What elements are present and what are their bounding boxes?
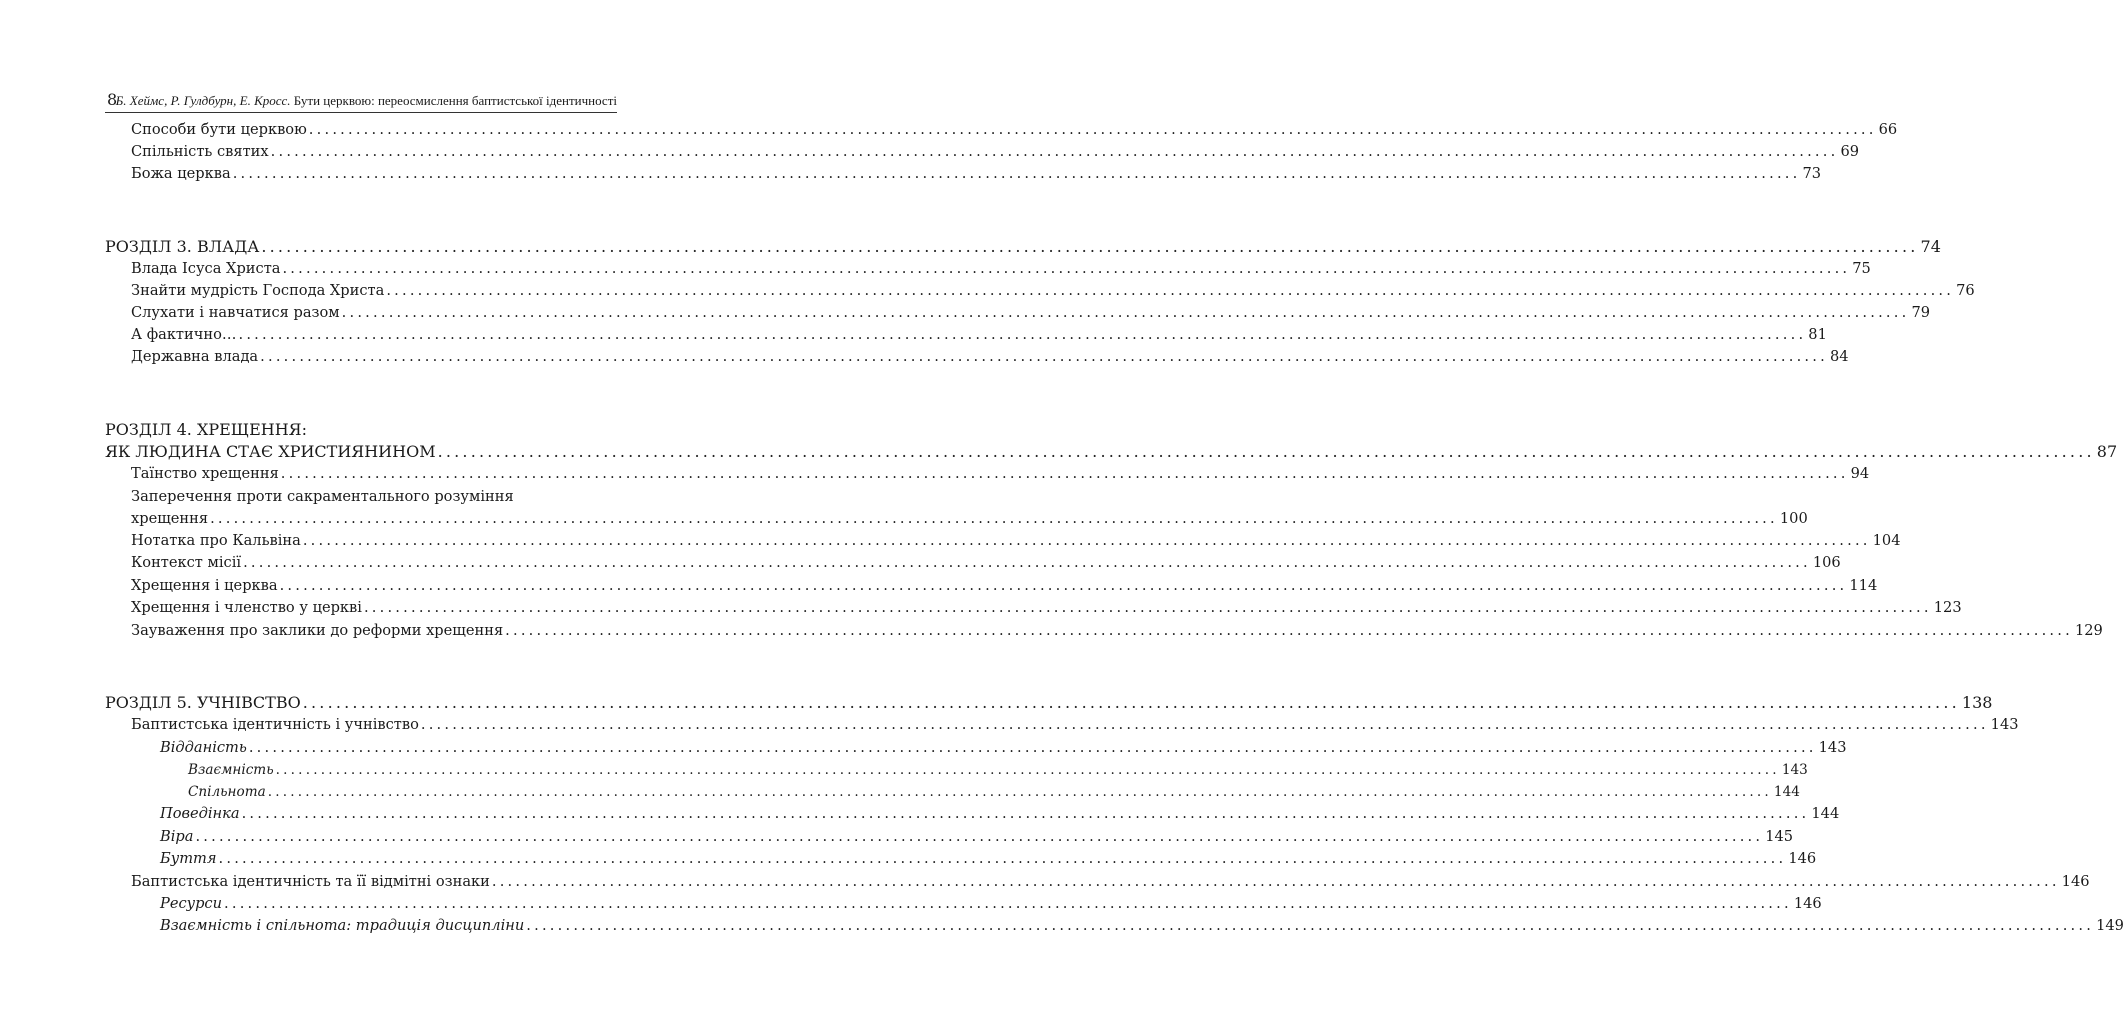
- toc-dot-leader: ........................................................................................................................................................................................................: [248, 739, 1817, 756]
- toc-entry-title: Баптистська ідентичність і учнівство: [131, 716, 419, 733]
- toc-chapter-title: РОЗДІЛ 5. УЧНІВСТВО: [105, 693, 301, 712]
- toc-dot-leader: ........................................................................................................................................................................................................: [224, 895, 1792, 912]
- toc-dot-leader: ........................................................................................................................................................................................................: [505, 622, 2073, 639]
- toc-entry[interactable]: [131, 280, 1975, 302]
- toc-dot-leader: ........................................................................................................................................................................................................: [363, 599, 1932, 616]
- toc-chapter-title: РОЗДІЛ 3. ВЛАДА: [105, 237, 260, 256]
- toc-entry-title: Спільнота: [188, 784, 266, 800]
- toc-dot-leader: ........................................................................................................................................................................................................: [420, 716, 1989, 733]
- toc-entry-page: 81: [1808, 326, 1827, 343]
- toc-entry[interactable]: [131, 508, 1808, 530]
- toc-entry-page: 145: [1765, 828, 1794, 845]
- toc-entry-title: Взаємність: [188, 762, 274, 778]
- toc-entry-title-line1: Заперечення проти сакраментального розуміння: [131, 488, 514, 505]
- toc-entry-title: Державна влада: [131, 348, 259, 365]
- toc-entry-page: 79: [1911, 304, 1931, 321]
- toc-dot-leader: ........................................................................................................................................................................................................: [386, 282, 1955, 299]
- toc-entry-title: Способи бути церквою: [131, 121, 307, 138]
- toc-dot-leader: ........................................................................................................................................................................................................: [280, 465, 1849, 482]
- toc-entry-title: Зауваження про заклики до реформи хрещення: [131, 622, 504, 639]
- page-number: 8: [107, 90, 118, 109]
- toc-entry-page: 129: [2074, 622, 2103, 639]
- toc-entry-title: Знайти мудрість Господа Христа: [131, 282, 385, 299]
- toc-entry[interactable]: [131, 597, 1962, 619]
- toc-dot-leader: ........................................................................................................................................................................................................: [526, 917, 2095, 934]
- toc-chapter-entry[interactable]: [105, 441, 2118, 463]
- toc-entry[interactable]: [131, 141, 1860, 163]
- toc-entry-page: 138: [1961, 693, 1993, 712]
- toc-entry[interactable]: [131, 163, 1822, 185]
- toc-entry-title: Поведінка: [160, 805, 240, 822]
- toc-dot-leader: ........................................................................................................................................................................................................: [260, 348, 1828, 365]
- toc-entry-page: 76: [1956, 282, 1975, 299]
- toc-entry[interactable]: [131, 119, 1898, 141]
- toc-entry-title: Ресурси: [160, 895, 223, 912]
- toc-dot-leader: ........................................................................................................................................................................................................: [267, 784, 1772, 800]
- toc-dot-leader: ........................................................................................................................................................................................................: [241, 805, 1810, 822]
- toc-entry-title: Слухати і навчатися разом: [131, 304, 340, 321]
- toc-entry-title: Баптистська ідентичність та її відмітні ознаки: [131, 873, 490, 890]
- toc-entry-page: 66: [1878, 121, 1898, 138]
- toc-entry-title: Таїнство хрещення: [131, 465, 279, 482]
- toc-dot-leader: ........................................................................................................................................................................................................: [302, 693, 1960, 712]
- toc-entry-page: 74: [1920, 237, 1941, 256]
- toc-entry-page: 104: [1872, 532, 1901, 549]
- toc-entry-page: 73: [1802, 165, 1822, 182]
- toc-subentry[interactable]: [160, 893, 1822, 915]
- toc-entry[interactable]: [131, 258, 1871, 280]
- toc-entry-page: 123: [1933, 599, 1962, 616]
- toc-chapter-entry[interactable]: [105, 236, 1941, 258]
- toc-entry-page: 69: [1840, 143, 1860, 160]
- toc-chapter-entry[interactable]: [105, 692, 1993, 714]
- toc-dot-leader: ........................................................................................................................................................................................................: [279, 577, 1848, 594]
- toc-entry-title: Буття: [160, 850, 217, 867]
- toc-dot-leader: ........................................................................................................................................................................................................: [437, 442, 2095, 461]
- toc-subsubentry[interactable]: [188, 759, 1808, 781]
- toc-entry-page: 94: [1850, 465, 1870, 482]
- toc-subentry[interactable]: [160, 737, 1847, 759]
- toc-dot-leader: ........................................................................................................................................................................................................: [232, 165, 1801, 182]
- toc-entry-page: 87: [2096, 442, 2118, 461]
- toc-dot-leader: ........................................................................................................................................................................................................: [261, 237, 1919, 256]
- toc-entry[interactable]: [131, 714, 2019, 736]
- toc-entry-title: Віра: [160, 828, 194, 845]
- toc-entry-title: Божа церква: [131, 165, 231, 182]
- toc-entry-page: 144: [1811, 805, 1840, 822]
- toc-subentry[interactable]: [160, 803, 1840, 825]
- toc-dot-leader: ........................................................................................................................................................................................................: [491, 873, 2060, 890]
- toc-entry[interactable]: [131, 552, 1841, 574]
- toc-entry-page: 146: [1793, 895, 1822, 912]
- toc-entry-title: Нотатка про Кальвіна: [131, 532, 301, 549]
- toc-subentry[interactable]: [160, 826, 1794, 848]
- toc-dot-leader: ........................................................................................................................................................................................................: [238, 326, 1807, 343]
- running-head-authors: Б. Хеймс, Р. Гулдбурн, Е. Кросс.: [115, 93, 291, 108]
- toc-entry-page: 75: [1852, 260, 1871, 277]
- toc-entry[interactable]: [131, 620, 2103, 642]
- toc-dot-leader: ........................................................................................................................................................................................................: [308, 121, 1877, 138]
- toc-entry-page: 114: [1849, 577, 1878, 594]
- toc-entry-title: Спільність святих: [131, 143, 269, 160]
- toc-entry-title: Влада Ісуса Христа: [131, 260, 281, 277]
- toc-entry-page: 84: [1829, 348, 1849, 365]
- toc-entry-page: 149: [2096, 917, 2124, 934]
- toc-subentry[interactable]: [160, 915, 2124, 937]
- toc-chapter-title: ЯК ЛЮДИНА СТАЄ ХРИСТИЯНИНОМ: [105, 442, 436, 461]
- toc-entry-page: 146: [2061, 873, 2090, 890]
- toc-entry[interactable]: [131, 324, 1827, 346]
- toc-entry-page: 143: [1818, 739, 1847, 756]
- toc-entry-page: 100: [1779, 510, 1808, 527]
- toc-entry-title: хрещення: [131, 510, 209, 527]
- toc-entry[interactable]: [131, 346, 1849, 368]
- toc-dot-leader: ........................................................................................................................................................................................................: [210, 510, 1778, 527]
- toc-entry-page: 143: [1990, 716, 2019, 733]
- toc-entry-page: 144: [1773, 784, 1800, 800]
- toc-dot-leader: ........................................................................................................................................................................................................: [195, 828, 1764, 845]
- toc-entry[interactable]: [131, 530, 1901, 552]
- toc-entry-title: Відданість: [160, 739, 247, 756]
- toc-entry[interactable]: [131, 302, 1931, 324]
- toc-dot-leader: ........................................................................................................................................................................................................: [302, 532, 1871, 549]
- toc-entry-title: А фактично…: [131, 326, 237, 343]
- toc-dot-leader: ........................................................................................................................................................................................................: [341, 304, 1910, 321]
- toc-dot-leader: ........................................................................................................................................................................................................: [243, 554, 1811, 571]
- toc-dot-leader: ........................................................................................................................................................................................................: [218, 850, 1787, 867]
- toc-entry-title: Взаємність і спільнота: традиція дисципліни: [160, 917, 525, 934]
- toc-entry-title: Хрещення і членство у церкві: [131, 599, 362, 616]
- toc-subentry[interactable]: [160, 848, 1817, 870]
- toc-entry-title: Контекст місії: [131, 554, 242, 571]
- toc-entry[interactable]: [131, 463, 1870, 485]
- toc-subsubentry[interactable]: [188, 781, 1800, 803]
- toc-dot-leader: ........................................................................................................................................................................................................: [282, 260, 1851, 277]
- toc-dot-leader: ........................................................................................................................................................................................................: [270, 143, 1839, 160]
- toc-entry-page: 146: [1788, 850, 1817, 867]
- running-head-book-title: Бути церквою: переосмислення баптистської ідентичності: [293, 93, 617, 108]
- toc-chapter-title-line1: РОЗДІЛ 4. ХРЕЩЕННЯ:: [105, 420, 307, 439]
- toc-entry-page: 106: [1812, 554, 1841, 571]
- toc-entry-page: 143: [1781, 762, 1808, 778]
- toc-entry[interactable]: [131, 575, 1878, 597]
- toc-entry[interactable]: [131, 871, 2090, 893]
- toc-dot-leader: ........................................................................................................................................................................................................: [275, 762, 1780, 778]
- toc-entry-title: Хрещення і церква: [131, 577, 278, 594]
